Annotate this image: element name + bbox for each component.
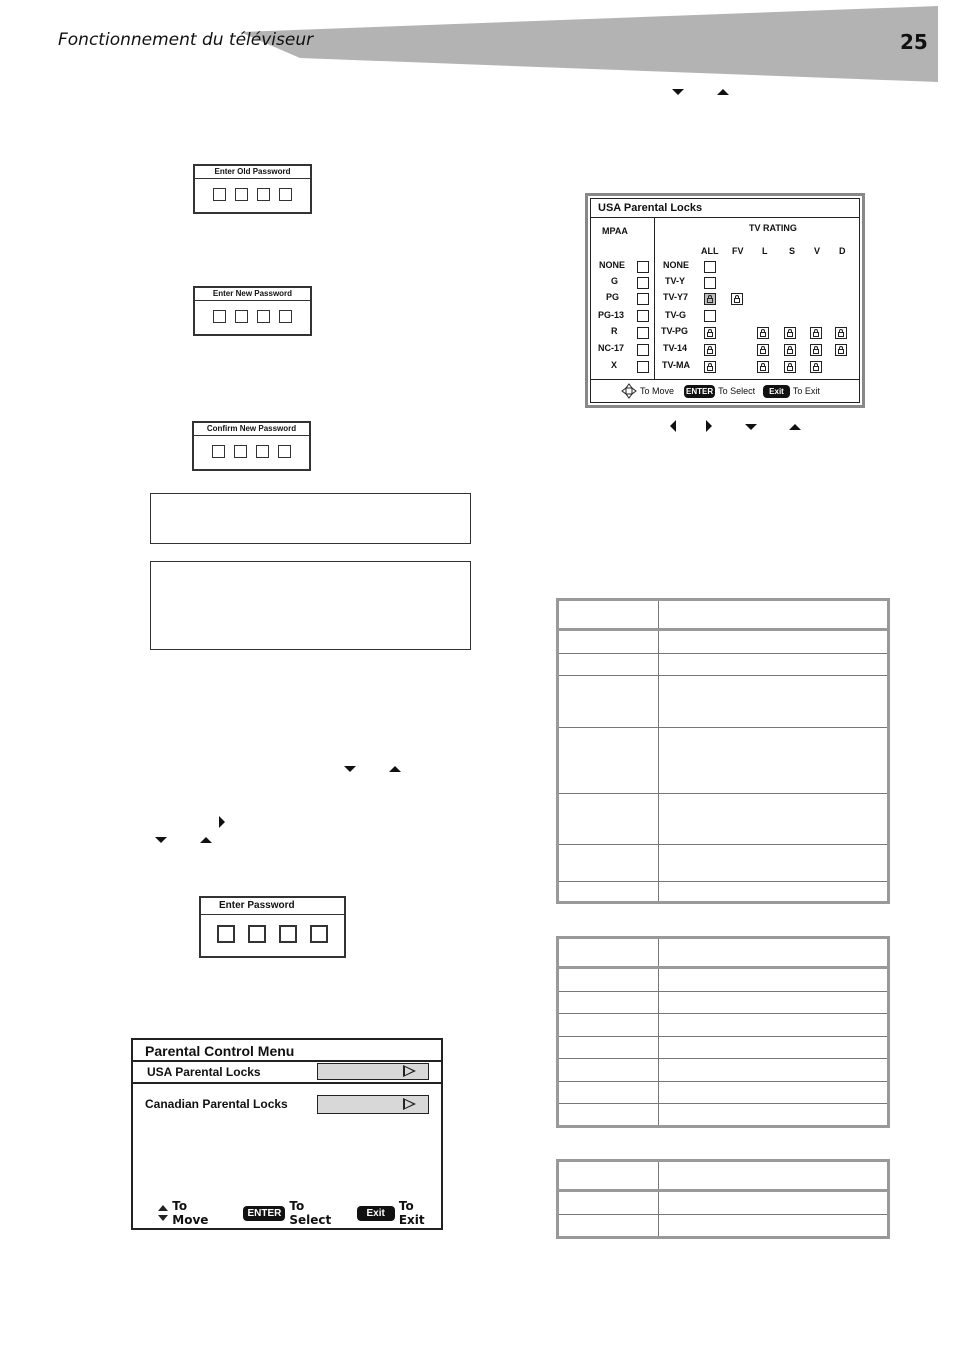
digit-box (278, 445, 291, 458)
select-hint: To Select (718, 386, 756, 396)
mpaa-checkbox[interactable] (637, 344, 649, 356)
old-password-dialog (193, 164, 312, 214)
enter-key: ENTER (243, 1206, 285, 1221)
mpaa-pg-13: PG-13 (598, 310, 625, 320)
mpaa-checkbox[interactable] (637, 261, 649, 273)
menu-item-usa-parental-locks[interactable]: USA Parental Locks (147, 1065, 261, 1079)
dialog-caption: Enter Password (201, 898, 344, 915)
lock-icon[interactable] (835, 344, 847, 356)
confirm-password-dialog (192, 421, 311, 471)
parental-control-menu (131, 1038, 443, 1230)
screen-title: USA Parental Locks (598, 202, 703, 214)
arrow-up-icon (200, 837, 212, 843)
section-title: Fonctionnement du téléviseur (58, 30, 314, 50)
warning-box (150, 561, 471, 650)
col-v: V (814, 246, 821, 256)
mpaa-checkbox[interactable] (637, 361, 649, 373)
digit-box (257, 188, 270, 201)
digit-box (257, 310, 270, 323)
digit-box (234, 445, 247, 458)
tv-y: TV-Y (665, 276, 686, 286)
arrow-right-icon (219, 816, 225, 828)
up-down-arrow-icon (157, 1205, 168, 1221)
usa-parental-locks-screen (585, 193, 865, 408)
lock-icon[interactable] (810, 344, 822, 356)
mpaa-header: MPAA (602, 226, 628, 236)
lock-icon[interactable] (784, 361, 796, 373)
tv-checkbox[interactable] (704, 261, 716, 273)
digit-box (310, 925, 328, 943)
enter-key: ENTER (686, 386, 714, 396)
col-fv: FV (732, 246, 744, 256)
exit-key: Exit (763, 385, 790, 398)
mpaa-checkbox[interactable] (637, 293, 649, 305)
mpaa-checkbox[interactable] (637, 327, 649, 339)
exit-hint: To Exit (792, 386, 820, 396)
lock-icon[interactable] (810, 361, 822, 373)
exit-hint: To Exit (398, 1199, 425, 1227)
mpaa-checkbox[interactable] (637, 310, 649, 322)
digit-box (235, 310, 248, 323)
digit-box (235, 188, 248, 201)
tv-ma: TV-MA (662, 360, 690, 370)
lock-icon[interactable] (784, 327, 796, 339)
menu-item-canadian-parental-locks[interactable]: Canadian Parental Locks (145, 1097, 288, 1111)
move-hint: To Move (640, 386, 675, 396)
col-s: S (789, 246, 796, 256)
arrow-left-icon (670, 420, 676, 432)
lock-icon[interactable] (835, 327, 847, 339)
arrow-down-icon (745, 424, 757, 430)
ratings-table-1 (556, 598, 890, 904)
mpaa-pg: PG (606, 292, 620, 302)
tv-checkbox[interactable] (704, 310, 716, 322)
lock-icon[interactable] (784, 344, 796, 356)
mpaa-none: NONE (599, 260, 626, 270)
arrow-right-icon (706, 420, 712, 432)
col-l: L (762, 246, 768, 256)
digit-box (248, 925, 266, 943)
arrow-down-icon (672, 89, 684, 95)
digit-box (213, 310, 226, 323)
col-all: ALL (701, 246, 719, 256)
arrow-right-icon (403, 1098, 416, 1110)
arrow-up-icon (789, 424, 801, 430)
move-hint: To Move (172, 1199, 209, 1227)
lock-icon[interactable] (704, 293, 716, 305)
ratings-table-3 (556, 1159, 890, 1239)
tv-pg: TV-PG (661, 326, 689, 336)
mpaa-x: X (611, 360, 618, 370)
four-way-arrow-icon (621, 383, 637, 399)
lock-icon[interactable] (757, 327, 769, 339)
lock-icon[interactable] (810, 327, 822, 339)
exit-key: Exit (357, 1206, 395, 1221)
select-hint: To Select (289, 1199, 332, 1227)
mpaa-checkbox[interactable] (637, 277, 649, 289)
menu-footer (157, 1199, 441, 1227)
tv-g: TV-G (665, 310, 687, 320)
digit-box (279, 188, 292, 201)
new-password-dialog (193, 286, 312, 336)
lock-icon[interactable] (704, 327, 716, 339)
lock-icon[interactable] (757, 361, 769, 373)
mpaa-g: G (611, 276, 619, 286)
screen-footer (621, 383, 820, 399)
dialog-caption: Enter New Password (195, 288, 310, 301)
ratings-table-2 (556, 936, 890, 1128)
arrow-down-icon (155, 837, 167, 843)
col-d: D (839, 246, 846, 256)
page-number: 25 (900, 30, 928, 54)
menu-title: Parental Control Menu (145, 1043, 295, 1059)
arrow-up-icon (717, 89, 729, 95)
tv-14: TV-14 (663, 343, 688, 353)
lock-icon[interactable] (731, 293, 743, 305)
arrow-right-icon (403, 1065, 416, 1077)
dialog-caption: Confirm New Password (194, 423, 309, 436)
arrow-down-icon (344, 766, 356, 772)
canadian-locks-field[interactable] (317, 1095, 429, 1114)
tv-rating-header: TV RATING (749, 223, 797, 233)
digit-box (212, 445, 225, 458)
mpaa-nc-17: NC-17 (598, 343, 625, 353)
digit-box (279, 925, 297, 943)
digit-box (279, 310, 292, 323)
mpaa-r: R (611, 326, 618, 336)
lock-icon[interactable] (757, 344, 769, 356)
lock-icon[interactable] (704, 361, 716, 373)
tv-none: NONE (663, 260, 690, 270)
lock-icon[interactable] (704, 344, 716, 356)
digit-box (213, 188, 226, 201)
digit-box (217, 925, 235, 943)
tv-y7: TV-Y7 (663, 292, 689, 302)
tv-checkbox[interactable] (704, 277, 716, 289)
note-box (150, 493, 471, 544)
dialog-caption: Enter Old Password (195, 166, 310, 179)
usa-locks-field[interactable] (317, 1063, 429, 1080)
enter-password-dialog (199, 896, 346, 958)
digit-box (256, 445, 269, 458)
arrow-up-icon (389, 766, 401, 772)
